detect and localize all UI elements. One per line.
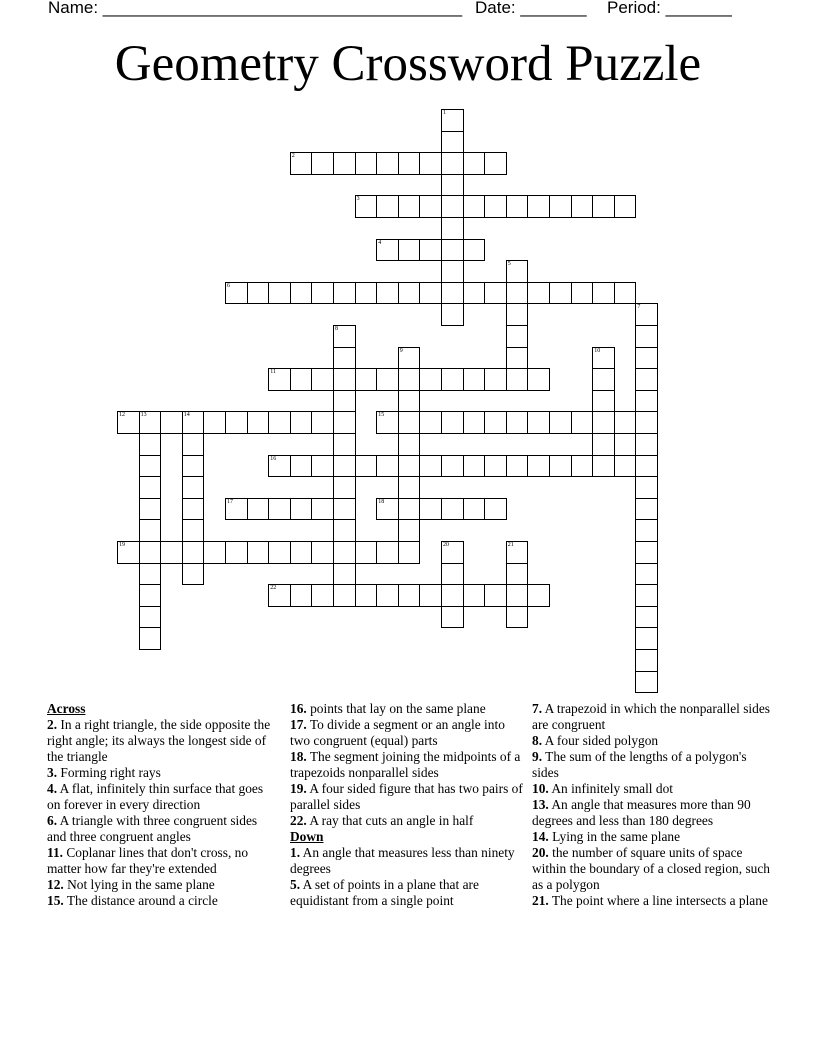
grid-cell[interactable]	[506, 260, 529, 283]
grid-cell[interactable]	[290, 541, 313, 564]
grid-cell[interactable]	[376, 411, 399, 434]
grid-cell[interactable]	[376, 455, 399, 478]
grid-cell[interactable]	[376, 282, 399, 305]
grid-cell[interactable]	[160, 541, 183, 564]
grid-cell[interactable]	[311, 282, 334, 305]
grid-cell[interactable]	[139, 627, 162, 650]
grid-cell[interactable]	[506, 195, 529, 218]
grid-cell[interactable]	[376, 152, 399, 175]
grid-cell[interactable]	[376, 541, 399, 564]
grid-cell[interactable]	[419, 152, 442, 175]
grid-cell[interactable]	[635, 563, 658, 586]
grid-cell[interactable]	[333, 347, 356, 370]
grid-cell[interactable]	[635, 368, 658, 391]
grid-cell[interactable]	[484, 455, 507, 478]
grid-cell[interactable]	[203, 411, 226, 434]
grid-cell[interactable]	[571, 455, 594, 478]
grid-cell[interactable]	[592, 455, 615, 478]
grid-cell[interactable]	[441, 563, 464, 586]
grid-cell[interactable]	[398, 390, 421, 413]
grid-cell[interactable]	[527, 411, 550, 434]
grid-cell[interactable]	[333, 519, 356, 542]
grid-cell[interactable]	[182, 563, 205, 586]
clue-number: 2	[291, 153, 295, 160]
clue-number: 13	[140, 412, 147, 419]
grid-cell[interactable]	[268, 455, 291, 478]
grid-cell[interactable]	[506, 282, 529, 305]
clue-number: 4	[378, 239, 382, 246]
clue-number: 22	[270, 585, 277, 592]
clue-across-12: 12. Not lying in the same plane	[47, 877, 215, 892]
grid-cell[interactable]	[506, 455, 529, 478]
grid-cell[interactable]	[441, 411, 464, 434]
grid-cell[interactable]	[506, 411, 529, 434]
grid-cell[interactable]	[441, 239, 464, 262]
grid-cell[interactable]	[441, 152, 464, 175]
grid-cell[interactable]	[463, 455, 486, 478]
grid-cell[interactable]	[398, 498, 421, 521]
grid-cell[interactable]	[635, 627, 658, 650]
clue-down-5: 5. A set of points in a plane that are equidistant from a single point	[290, 877, 479, 908]
grid-cell[interactable]	[441, 217, 464, 240]
clue-across-16: 16. points that lay on the same plane	[290, 701, 486, 716]
grid-cell[interactable]	[635, 411, 658, 434]
page-title: Geometry Crossword Puzzle	[114, 36, 702, 92]
grid-cell[interactable]	[635, 390, 658, 413]
grid-cell[interactable]	[419, 411, 442, 434]
grid-cell[interactable]	[635, 584, 658, 607]
grid-cell[interactable]	[592, 368, 615, 391]
grid-cell[interactable]	[333, 390, 356, 413]
clue-across-4: 4. A flat, infinitely thin surface that goes on forever in every direction	[47, 781, 264, 812]
clue-column-2	[290, 701, 526, 909]
grid-cell[interactable]	[592, 195, 615, 218]
clue-across-18: 18. The segment joining the midpoints of a trapezoids nonparallel sides	[290, 749, 521, 780]
grid-cell[interactable]	[182, 433, 205, 456]
clue-down-13: 13. An angle that measures more than 90 degrees and less than 180 degrees	[532, 797, 751, 828]
clue-down-20: 20. the number of square units of space within the boundary of a closed region, such as a polygon	[532, 845, 770, 892]
clue-number: 6	[227, 282, 230, 289]
clue-down-9: 9. The sum of the lengths of a polygon's sides	[532, 749, 747, 780]
grid-cell[interactable]	[484, 152, 507, 175]
clue-number: 15	[378, 412, 385, 419]
grid-cell[interactable]	[398, 239, 421, 262]
clue-down-10: 10. An infinitely small dot	[532, 781, 673, 796]
grid-cell[interactable]	[549, 282, 572, 305]
grid-cell[interactable]	[527, 282, 550, 305]
grid-cell[interactable]	[311, 541, 334, 564]
grid-cell[interactable]	[290, 368, 313, 391]
grid-cell[interactable]	[376, 498, 399, 521]
grid-cell[interactable]	[635, 606, 658, 629]
grid-cell[interactable]	[139, 519, 162, 542]
grid-cell[interactable]	[333, 498, 356, 521]
grid-cell[interactable]	[355, 368, 378, 391]
clue-across-2: 2. In a right triangle, the side opposite the right angle; its always the longest side of the triangle	[47, 717, 271, 764]
grid-cell[interactable]	[355, 541, 378, 564]
grid-cell[interactable]	[549, 411, 572, 434]
clue-across-6: 6. A triangle with three congruent sides and three congruent angles	[47, 813, 258, 844]
clue-number: 19	[119, 542, 125, 548]
grid-cell[interactable]	[398, 152, 421, 175]
grid-cell[interactable]	[290, 455, 313, 478]
grid-cell[interactable]	[506, 347, 529, 370]
clue-number: 14	[183, 412, 190, 419]
clue-across-17: 17. To divide a segment or an angle into two congruent (equal) parts	[290, 717, 505, 748]
grid-cell[interactable]	[635, 303, 658, 326]
grid-cell[interactable]	[484, 195, 507, 218]
grid-cell[interactable]	[355, 455, 378, 478]
grid-cell[interactable]	[463, 584, 486, 607]
grid-cell[interactable]	[441, 606, 464, 629]
clue-number: 18	[378, 498, 385, 505]
grid-cell[interactable]	[527, 368, 550, 391]
grid-cell[interactable]	[441, 368, 464, 391]
grid-cell[interactable]	[268, 584, 291, 607]
grid-cell[interactable]	[463, 411, 486, 434]
grid-cell[interactable]	[398, 195, 421, 218]
grid-cell[interactable]	[398, 433, 421, 456]
grid-cell[interactable]	[182, 455, 205, 478]
grid-cell[interactable]	[571, 411, 594, 434]
grid-cell[interactable]	[527, 195, 550, 218]
grid-cell[interactable]	[333, 541, 356, 564]
grid-cell[interactable]	[398, 282, 421, 305]
grid-cell[interactable]	[398, 347, 421, 370]
grid-cell[interactable]	[441, 498, 464, 521]
grid-cell[interactable]	[376, 368, 399, 391]
grid-cell[interactable]	[441, 303, 464, 326]
grid-cell[interactable]	[225, 411, 248, 434]
clue-across-19: 19. A four sided figure that has two pairs of parallel sides	[290, 781, 523, 812]
clue-number: 5	[507, 261, 511, 268]
grid-cell[interactable]	[592, 282, 615, 305]
clue-down-14: 14. Lying in the same plane	[532, 829, 681, 844]
grid-cell[interactable]	[506, 584, 529, 607]
date-field[interactable]: Date: _______	[475, 0, 587, 17]
grid-cell[interactable]	[635, 498, 658, 521]
grid-cell[interactable]	[635, 347, 658, 370]
grid-cell[interactable]	[441, 109, 464, 132]
clue-across-22: 22. A ray that cuts an angle in half	[290, 813, 474, 828]
clue-down-1: 1. An angle that measures less than ninety degrees	[290, 845, 515, 876]
grid-cell[interactable]	[355, 584, 378, 607]
grid-cell[interactable]	[463, 368, 486, 391]
grid-cell[interactable]	[635, 325, 658, 348]
grid-cell[interactable]	[592, 390, 615, 413]
grid-cell[interactable]	[441, 260, 464, 283]
grid-cell[interactable]	[463, 282, 486, 305]
grid-cell[interactable]	[355, 282, 378, 305]
down-heading: Down	[290, 829, 324, 844]
grid-cell[interactable]	[139, 606, 162, 629]
grid-cell[interactable]	[484, 584, 507, 607]
grid-cell[interactable]	[117, 411, 140, 434]
clue-number: 9	[399, 347, 403, 354]
grid-cell[interactable]	[376, 239, 399, 262]
clue-number: 12	[119, 412, 125, 419]
grid-cell[interactable]	[225, 498, 248, 521]
grid-cell[interactable]	[441, 131, 464, 154]
grid-cell[interactable]	[592, 347, 615, 370]
grid-cell[interactable]	[311, 584, 334, 607]
grid-cell[interactable]	[268, 541, 291, 564]
grid-cell[interactable]	[333, 325, 356, 348]
grid-cell[interactable]	[419, 282, 442, 305]
grid-cell[interactable]	[290, 584, 313, 607]
grid-cell[interactable]	[506, 563, 529, 586]
grid-cell[interactable]	[225, 282, 248, 305]
grid-cell[interactable]	[484, 282, 507, 305]
grid-cell[interactable]	[635, 519, 658, 542]
grid-cell[interactable]	[441, 195, 464, 218]
grid-cell[interactable]	[398, 476, 421, 499]
grid-cell[interactable]	[355, 195, 378, 218]
grid-cell[interactable]	[139, 455, 162, 478]
grid-cell[interactable]	[290, 498, 313, 521]
grid-cell[interactable]	[160, 411, 183, 434]
clue-down-7: 7. A trapezoid in which the nonparallel sides are congruent	[532, 701, 771, 732]
grid-cell[interactable]	[614, 282, 637, 305]
grid-cell[interactable]	[398, 455, 421, 478]
grid-cell[interactable]	[139, 411, 162, 434]
grid-cell[interactable]	[333, 411, 356, 434]
grid-cell[interactable]	[333, 476, 356, 499]
clue-number: 7	[637, 304, 641, 311]
grid-cell[interactable]	[441, 455, 464, 478]
grid-cell[interactable]	[463, 498, 486, 521]
clue-down-8: 8. A four sided polygon	[532, 733, 659, 748]
grid-cell[interactable]	[419, 455, 442, 478]
grid-cell[interactable]	[398, 411, 421, 434]
grid-cell[interactable]	[139, 541, 162, 564]
clue-number: 3	[356, 196, 360, 203]
grid-cell[interactable]	[376, 584, 399, 607]
grid-cell[interactable]	[441, 174, 464, 197]
clue-column-1	[47, 701, 272, 909]
grid-cell[interactable]	[225, 541, 248, 564]
grid-cell[interactable]	[614, 195, 637, 218]
grid-cell[interactable]	[419, 498, 442, 521]
grid-cell[interactable]	[506, 541, 529, 564]
grid-cell[interactable]	[117, 541, 140, 564]
grid-cell[interactable]	[635, 649, 658, 672]
clue-across-3: 3. Forming right rays	[47, 765, 161, 780]
grid-cell[interactable]	[398, 519, 421, 542]
grid-cell[interactable]	[527, 584, 550, 607]
grid-cell[interactable]	[139, 563, 162, 586]
grid-cell[interactable]	[398, 541, 421, 564]
grid-cell[interactable]	[182, 476, 205, 499]
period-field[interactable]: Period: _______	[607, 0, 732, 17]
clue-number: 21	[507, 542, 514, 548]
grid-cell[interactable]	[139, 498, 162, 521]
grid-cell[interactable]	[441, 584, 464, 607]
grid-cell[interactable]	[333, 433, 356, 456]
grid-cell[interactable]	[333, 455, 356, 478]
clue-number: 11	[270, 369, 276, 376]
across-heading: Across	[47, 701, 86, 716]
grid-cell[interactable]	[635, 433, 658, 456]
clue-across-15: 15. The distance around a circle	[47, 893, 218, 908]
grid-cell[interactable]	[311, 498, 334, 521]
name-field[interactable]: Name: ______________________________________	[48, 0, 463, 17]
grid-cell[interactable]	[182, 541, 205, 564]
clue-across-11: 11. Coplanar lines that don't cross, no matter how far they're extended	[47, 845, 249, 876]
grid-cell[interactable]	[268, 282, 291, 305]
grid-cell[interactable]	[182, 519, 205, 542]
grid-cell[interactable]	[333, 152, 356, 175]
clue-column-3	[532, 701, 772, 909]
grid-cell[interactable]	[203, 541, 226, 564]
grid-cell[interactable]	[333, 584, 356, 607]
grid-cell[interactable]	[463, 195, 486, 218]
grid-cell[interactable]	[355, 152, 378, 175]
grid-cell[interactable]	[268, 411, 291, 434]
grid-cell[interactable]	[592, 433, 615, 456]
clue-down-21: 21. The point where a line intersects a plane	[532, 893, 768, 908]
grid-cell[interactable]	[290, 282, 313, 305]
grid-cell[interactable]	[311, 152, 334, 175]
grid-cell[interactable]	[635, 476, 658, 499]
clue-number: 17	[227, 498, 233, 505]
grid-cell[interactable]	[376, 195, 399, 218]
grid-cell[interactable]	[311, 368, 334, 391]
grid-cell[interactable]	[635, 541, 658, 564]
grid-cell[interactable]	[635, 455, 658, 478]
grid-cell[interactable]	[139, 433, 162, 456]
grid-cell[interactable]	[311, 455, 334, 478]
grid-cell[interactable]	[463, 239, 486, 262]
grid-cell[interactable]	[441, 282, 464, 305]
clue-number: 1	[443, 110, 446, 116]
grid-cell[interactable]	[333, 368, 356, 391]
clue-number: 8	[335, 326, 338, 332]
grid-cell[interactable]	[484, 411, 507, 434]
grid-cell[interactable]	[506, 368, 529, 391]
grid-cell[interactable]	[419, 584, 442, 607]
grid-cell[interactable]	[549, 455, 572, 478]
grid-cell[interactable]	[247, 411, 270, 434]
grid-cell[interactable]	[182, 411, 205, 434]
grid-cell[interactable]	[614, 411, 637, 434]
grid-cell[interactable]	[139, 476, 162, 499]
grid-cell[interactable]	[419, 195, 442, 218]
grid-cell[interactable]	[484, 498, 507, 521]
grid-cell[interactable]	[268, 498, 291, 521]
grid-cell[interactable]	[592, 411, 615, 434]
grid-cell[interactable]	[419, 368, 442, 391]
grid-cell[interactable]	[333, 282, 356, 305]
grid-cell[interactable]	[247, 282, 270, 305]
grid-cell[interactable]	[290, 411, 313, 434]
clue-number: 10	[594, 347, 601, 354]
grid-cell[interactable]	[311, 411, 334, 434]
grid-cell[interactable]	[527, 455, 550, 478]
grid-cell[interactable]	[398, 368, 421, 391]
grid-cell[interactable]	[571, 195, 594, 218]
clue-number: 20	[443, 542, 449, 548]
grid-cell[interactable]	[571, 282, 594, 305]
grid-cell[interactable]	[139, 584, 162, 607]
grid-cell[interactable]	[419, 239, 442, 262]
grid-cell[interactable]	[247, 541, 270, 564]
grid-cell[interactable]	[635, 671, 658, 694]
grid-cell[interactable]	[506, 325, 529, 348]
grid-cell[interactable]	[506, 606, 529, 629]
grid-cell[interactable]	[441, 541, 464, 564]
grid-cell[interactable]	[290, 152, 313, 175]
clue-number: 16	[270, 455, 277, 462]
grid-cell[interactable]	[549, 195, 572, 218]
grid-cell[interactable]	[182, 498, 205, 521]
grid-cell[interactable]	[268, 368, 291, 391]
grid-cell[interactable]	[484, 368, 507, 391]
grid-cell[interactable]	[398, 584, 421, 607]
grid-cell[interactable]	[506, 303, 529, 326]
grid-cell[interactable]	[614, 455, 637, 478]
grid-cell[interactable]	[333, 563, 356, 586]
grid-cell[interactable]	[247, 498, 270, 521]
grid-cell[interactable]	[463, 152, 486, 175]
